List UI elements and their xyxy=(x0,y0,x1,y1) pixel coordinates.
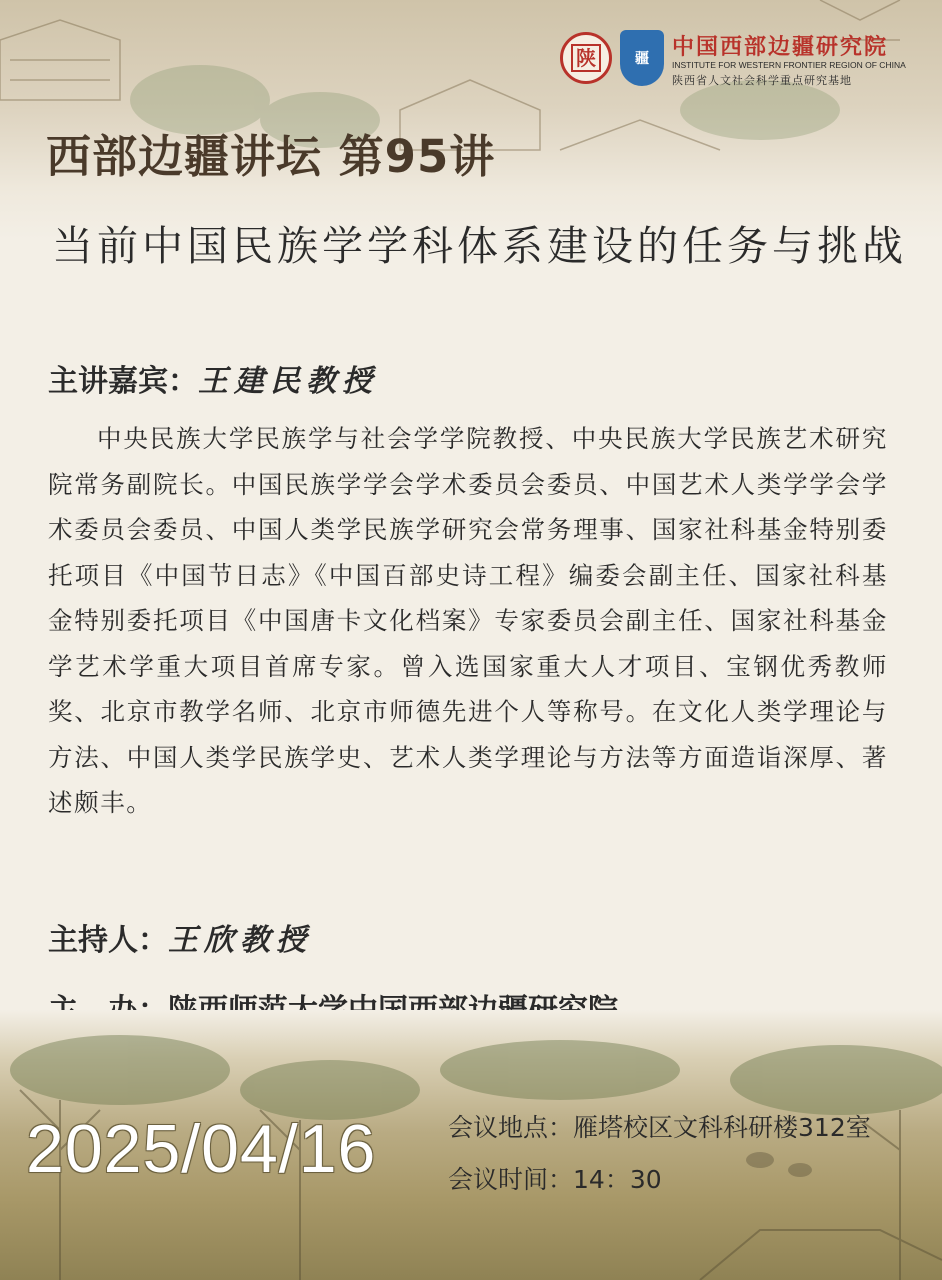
institute-name-en: INSTITUTE FOR WESTERN FRONTIER REGION OF CHINA xyxy=(672,60,906,70)
host-label: 主持人： xyxy=(48,923,168,958)
lecture-title: 当前中国民族学学科体系建设的任务与挑战 xyxy=(52,222,907,270)
host-row xyxy=(48,915,312,959)
venue-place-label: 会议地点： xyxy=(448,1113,574,1142)
series-title: 西部边疆讲坛 第95讲 xyxy=(46,130,496,183)
institute-subtitle: 陕西省人文社会科学重点研究基地 xyxy=(672,74,852,87)
speaker-name: 王建民教授 xyxy=(198,364,378,399)
seal-text: 陕 xyxy=(571,44,601,72)
speaker-row xyxy=(48,356,378,400)
host-name: 王欣教授 xyxy=(168,923,312,958)
institute-logo-block xyxy=(560,30,932,90)
venue-place: 雁塔校区文科科研楼312室 xyxy=(573,1113,871,1142)
event-date: 2025/04/16 xyxy=(26,1111,377,1187)
emblem-text: 疆 xyxy=(635,51,649,67)
venue-time-label: 会议时间： xyxy=(448,1165,574,1194)
speaker-label: 主讲嘉宾： xyxy=(48,364,198,399)
institute-name-cn: 中国西部边疆研究院 xyxy=(672,34,889,60)
venue-time-row xyxy=(448,1160,662,1196)
speaker-bio: 中央民族大学民族学与社会学学院教授、中央民族大学民族艺术研究院常务副院长。中国民族学学会学术委员会委员、中国艺术人类学学会学术委员会委员、中国人类学民族学研究会常务理事、国家社科基金特别委托项目《中国节日志》《中国百部史诗工程》编委会副主任、国家社科基金特别委托项目《中国唐卡文化档案》专家委员会副主任、国家社科基金学艺术学重大项目首席专家。曾入选国家重大人才项目、宝钢优秀教师奖、北京市教学名师、北京市师德先进个人等称号。在文化人类学理论与方法、中国人类学民族学史、艺术人类学理论与方法等方面造诣深厚、著述颇丰。 xyxy=(48,424,888,817)
venue-time: 14：30 xyxy=(573,1165,662,1194)
university-seal-icon xyxy=(560,32,612,84)
venue-place-row xyxy=(448,1108,871,1144)
institute-emblem-icon xyxy=(620,30,664,86)
